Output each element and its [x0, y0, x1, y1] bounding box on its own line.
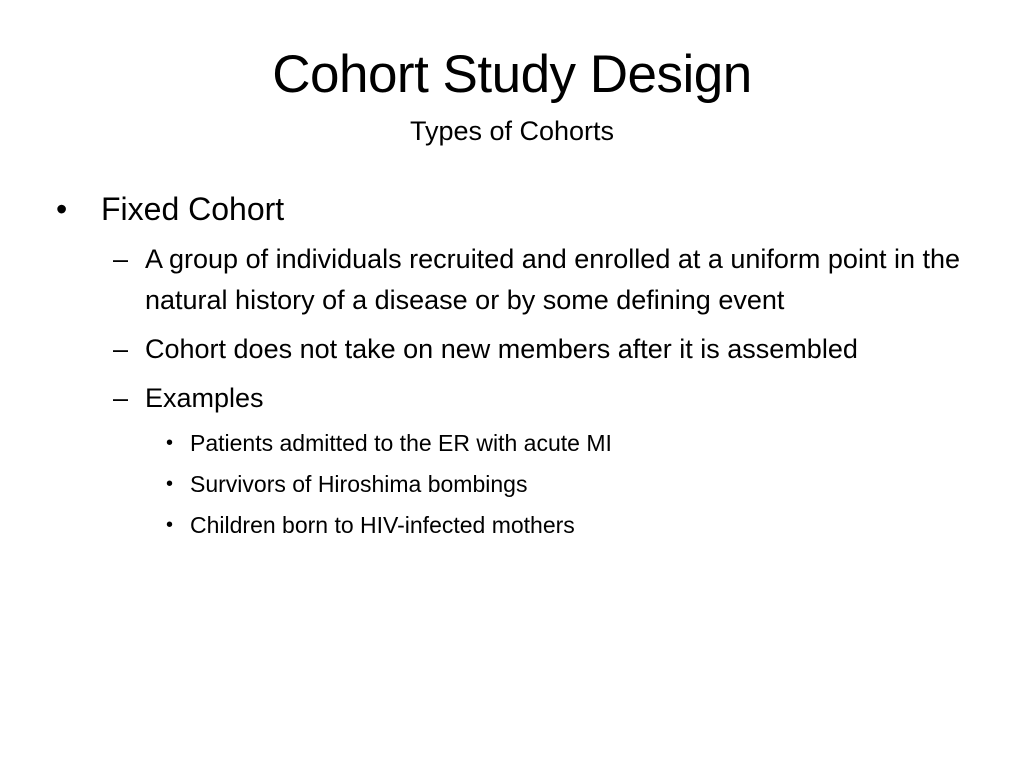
example-text: Children born to HIV-infected mothers: [190, 512, 575, 538]
dash-marker: –: [113, 383, 129, 413]
slide-body: [56, 186, 966, 550]
sub-bullet-definition: [113, 239, 965, 321]
bullet-fixed-cohort: [56, 186, 966, 232]
dash-marker: –: [113, 334, 129, 364]
sub-bullet-no-new-members: [113, 329, 965, 370]
bullet-marker: •: [166, 473, 174, 495]
example-item: [166, 427, 966, 460]
slide-subtitle: Types of Cohorts: [409, 116, 615, 146]
example-text: Survivors of Hiroshima bombings: [190, 471, 528, 497]
example-item: [166, 509, 966, 542]
bullet-text: Fixed Cohort: [101, 191, 285, 227]
bullet-marker: •: [56, 191, 68, 227]
example-text: Patients admitted to the ER with acute MI: [190, 430, 612, 456]
sub-bullet-text: Cohort does not take on new members after it is assembled: [145, 334, 858, 364]
sub-bullet-text: Examples: [145, 383, 264, 413]
bullet-marker: •: [166, 514, 174, 536]
example-item: [166, 468, 966, 501]
title-block: [52, 38, 972, 152]
sub-bullet-text: A group of individuals recruited and enrolled at a uniform point in the natural history of a disease or by some defining event: [145, 244, 961, 315]
sub-bullet-examples: [113, 378, 965, 419]
bullet-marker: •: [166, 432, 174, 454]
slide-title: Cohort Study Design: [272, 45, 752, 104]
dash-marker: –: [113, 244, 129, 274]
